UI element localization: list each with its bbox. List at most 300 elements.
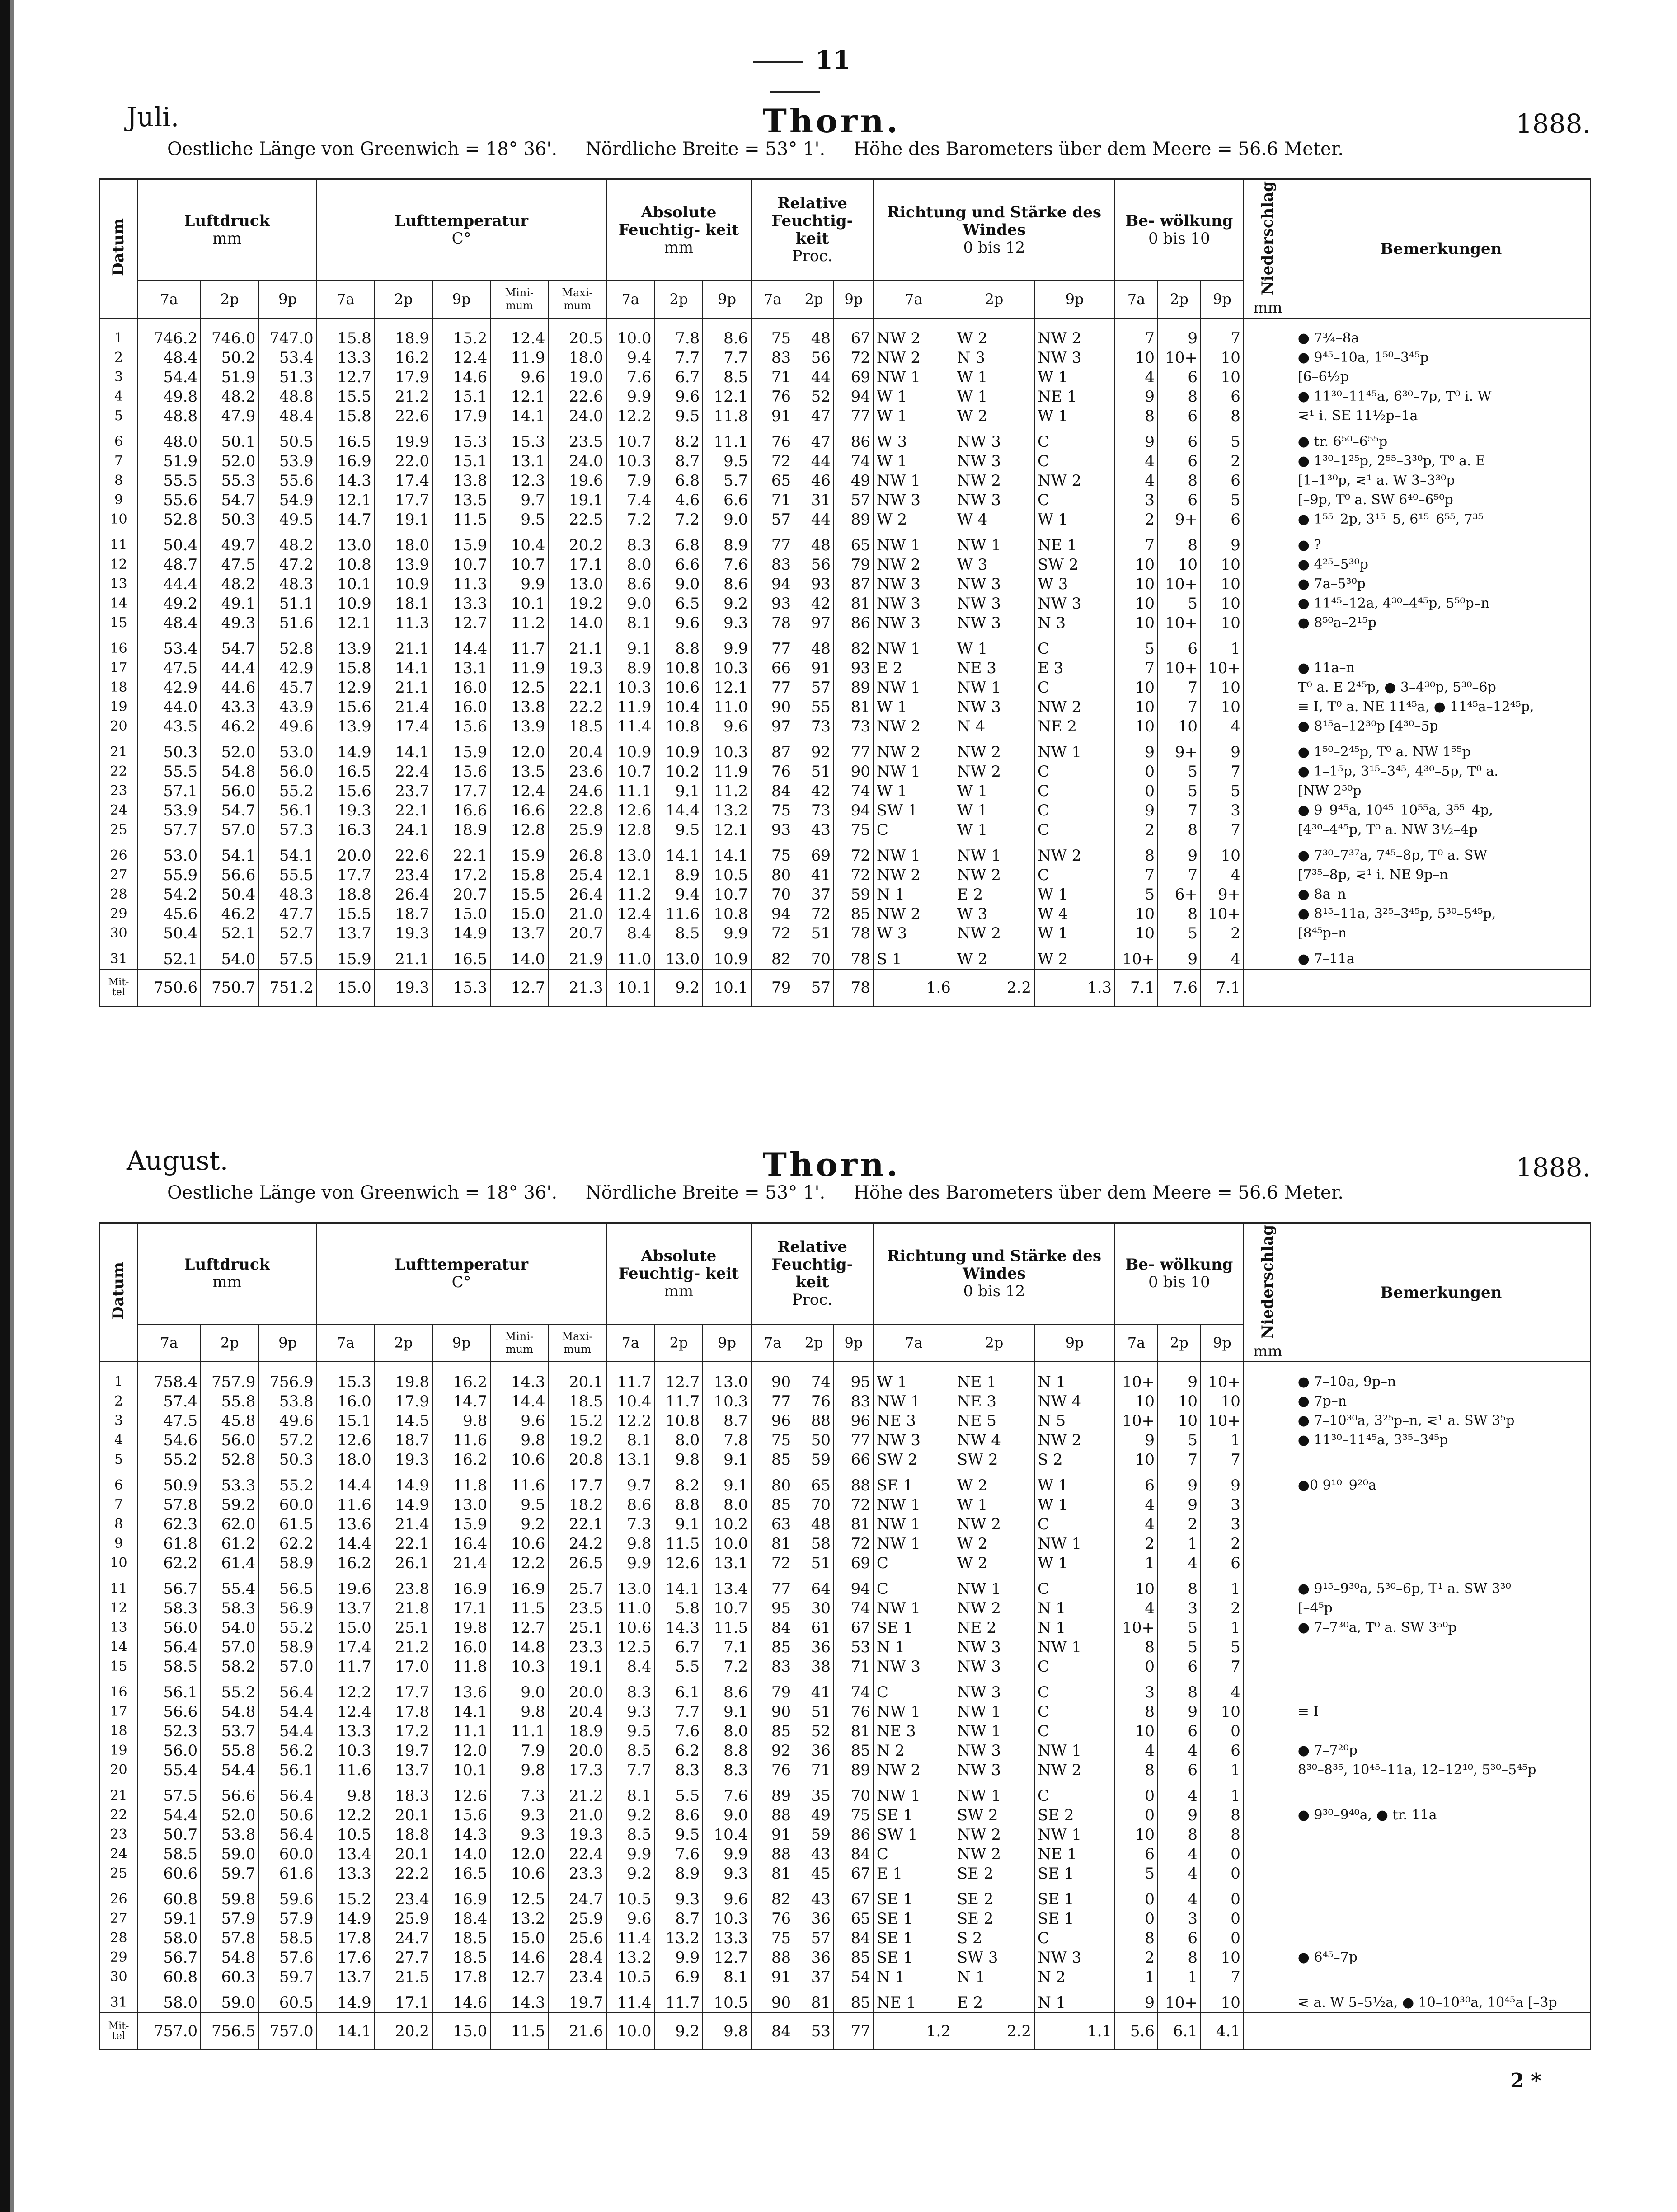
value-cell: 12.7: [490, 1967, 548, 1987]
value-cell: 45.6: [137, 904, 201, 923]
value-cell: 8: [1115, 1702, 1158, 1721]
table-row: [100, 781, 1590, 801]
value-cell: 4: [1158, 1741, 1201, 1760]
value-cell: 91: [751, 1967, 794, 1987]
value-cell: 60.6: [137, 1864, 201, 1883]
value-cell: 15.2: [548, 1411, 606, 1430]
value-cell: 12.8: [490, 820, 548, 839]
value-cell: 52.3: [137, 1721, 201, 1741]
table-row: [100, 1430, 1590, 1450]
value-cell: 62.3: [137, 1514, 201, 1534]
day-cell: 23: [100, 1825, 137, 1844]
value-cell: [1244, 1844, 1292, 1864]
table-row: [100, 490, 1590, 510]
value-cell: 61.2: [201, 1534, 258, 1553]
day-cell: 11: [100, 529, 137, 555]
value-cell: 72: [751, 1553, 794, 1573]
value-cell: 13.9: [317, 633, 375, 658]
value-cell: 11.1: [490, 1721, 548, 1741]
value-cell: 42: [794, 781, 834, 801]
mean-value: 2.2: [954, 969, 1034, 1006]
value-cell: 57: [751, 510, 794, 529]
value-cell: 8.9: [606, 658, 655, 678]
value-cell: 43.3: [201, 697, 258, 717]
value-cell: 56: [794, 555, 834, 574]
value-cell: 11.0: [606, 943, 655, 969]
value-cell: 23.5: [548, 426, 606, 451]
day-cell: 20: [100, 717, 137, 736]
value-cell: 16.9: [317, 451, 375, 471]
value-cell: 11.8: [432, 1657, 490, 1676]
value-cell: 2: [1201, 451, 1244, 471]
value-cell: 14.9: [432, 923, 490, 943]
value-cell: 52.8: [137, 510, 201, 529]
mean-value: 5.6: [1115, 2013, 1158, 2050]
august-section: [99, 1145, 1591, 2050]
value-cell: 20.0: [548, 1741, 606, 1760]
day-cell: 6: [100, 426, 137, 451]
value-cell: 54.8: [201, 762, 258, 781]
value-cell: 90: [751, 1987, 794, 2013]
mean-value: 10.1: [606, 969, 655, 1006]
value-cell: 758.4: [137, 1362, 201, 1392]
value-cell: 17.9: [432, 406, 490, 426]
value-cell: 21.1: [375, 943, 432, 969]
table-row: [100, 1637, 1590, 1657]
value-cell: 49.1: [201, 594, 258, 613]
wind-cell: C: [874, 1844, 954, 1864]
wind-cell: N 1: [1034, 1618, 1115, 1637]
value-cell: 58.9: [258, 1553, 316, 1573]
value-cell: 8: [1158, 387, 1201, 406]
value-cell: 59.1: [137, 1909, 201, 1928]
value-cell: 93: [794, 574, 834, 594]
day-cell: 9: [100, 490, 137, 510]
value-cell: 10.0: [606, 318, 655, 348]
value-cell: 11.3: [375, 613, 432, 633]
value-cell: 55.6: [258, 471, 316, 490]
value-cell: 13.1: [432, 658, 490, 678]
value-cell: 6: [1115, 1469, 1158, 1495]
remark-cell: ● 11³⁰–11⁴⁵a, 3³⁵–3⁴⁵p: [1292, 1430, 1590, 1450]
value-cell: 15.2: [432, 318, 490, 348]
remark-cell: ● 1⁵⁵–2p, 3¹⁵–5, 6¹⁵–6⁵⁵, 7³⁵: [1292, 510, 1590, 529]
value-cell: 50.6: [258, 1805, 316, 1825]
value-cell: 10.1: [317, 574, 375, 594]
value-cell: 18.0: [548, 348, 606, 367]
value-cell: 60.0: [258, 1844, 316, 1864]
remark-cell: [1292, 1844, 1590, 1864]
value-cell: 18.2: [548, 1495, 606, 1514]
value-cell: 18.8: [317, 885, 375, 904]
value-cell: 10.5: [606, 1967, 655, 1987]
value-cell: 14.4: [654, 801, 703, 820]
value-cell: 19.2: [548, 594, 606, 613]
value-cell: 80: [751, 865, 794, 885]
mean-value: 757.0: [258, 2013, 316, 2050]
value-cell: 10+: [1115, 1411, 1158, 1430]
wind-cell: NW 3: [874, 574, 954, 594]
remark-cell: ● 7–10³⁰a, 3²⁵p–n, ⋜¹ a. SW 3⁵p: [1292, 1411, 1590, 1430]
value-cell: 13.7: [317, 1967, 375, 1987]
wind-cell: W 1: [874, 387, 954, 406]
value-cell: 23.4: [548, 1967, 606, 1987]
value-cell: 6: [1158, 1760, 1201, 1780]
table-row: [100, 923, 1590, 943]
value-cell: 74: [834, 1598, 874, 1618]
value-cell: 11.7: [654, 1987, 703, 2013]
value-cell: 7.8: [703, 1430, 751, 1450]
day-cell: 24: [100, 801, 137, 820]
value-cell: 80: [751, 1469, 794, 1495]
value-cell: 11.7: [654, 1392, 703, 1411]
value-cell: 76: [751, 762, 794, 781]
value-cell: 13.3: [317, 1864, 375, 1883]
value-cell: 10.7: [490, 555, 548, 574]
wind-cell: C: [1034, 1676, 1115, 1702]
value-cell: 24.7: [375, 1928, 432, 1948]
value-cell: 9.3: [490, 1805, 548, 1825]
value-cell: [1244, 1430, 1292, 1450]
value-cell: 22.4: [375, 762, 432, 781]
value-cell: 14.3: [490, 1362, 548, 1392]
value-cell: 10: [1201, 613, 1244, 633]
value-cell: 12.4: [490, 781, 548, 801]
value-cell: 9: [1115, 387, 1158, 406]
wind-cell: N 1: [874, 1637, 954, 1657]
day-cell: 18: [100, 1721, 137, 1741]
value-cell: 8.0: [606, 555, 655, 574]
value-cell: 13.7: [317, 1598, 375, 1618]
table-row: [100, 406, 1590, 426]
value-cell: 59.7: [201, 1864, 258, 1883]
value-cell: 17.3: [548, 1760, 606, 1780]
wind-cell: NW 3: [954, 426, 1034, 451]
value-cell: 17.7: [375, 1676, 432, 1702]
value-cell: 47: [794, 406, 834, 426]
value-cell: 58.5: [258, 1928, 316, 1948]
value-cell: 22.2: [375, 1864, 432, 1883]
value-cell: 17.8: [375, 1702, 432, 1721]
value-cell: 4: [1201, 1676, 1244, 1702]
value-cell: 8: [1115, 406, 1158, 426]
value-cell: [1244, 1450, 1292, 1469]
value-cell: 13.9: [317, 717, 375, 736]
value-cell: 6: [1201, 1553, 1244, 1573]
value-cell: 9.3: [703, 1864, 751, 1883]
value-cell: 12.7: [432, 613, 490, 633]
mean-value: 53: [794, 2013, 834, 2050]
wind-cell: W 1: [954, 820, 1034, 839]
mean-row: [100, 2013, 1590, 2050]
mean-value: 6.1: [1158, 2013, 1201, 2050]
value-cell: 51: [794, 1702, 834, 1721]
value-cell: 14.3: [317, 471, 375, 490]
value-cell: 11.9: [490, 348, 548, 367]
value-cell: [1244, 1553, 1292, 1573]
table-row: [100, 717, 1590, 736]
value-cell: 73: [794, 717, 834, 736]
value-cell: 22.2: [548, 697, 606, 717]
value-cell: 20.1: [375, 1805, 432, 1825]
value-cell: [1244, 839, 1292, 865]
table-row: [100, 613, 1590, 633]
value-cell: 87: [751, 736, 794, 762]
value-cell: 746.2: [137, 318, 201, 348]
value-cell: 10+: [1201, 904, 1244, 923]
value-cell: 14.1: [703, 839, 751, 865]
value-cell: 56.0: [137, 1741, 201, 1760]
value-cell: 23.5: [548, 1598, 606, 1618]
value-cell: 15.3: [432, 426, 490, 451]
value-cell: 8.6: [654, 1805, 703, 1825]
value-cell: 75: [751, 839, 794, 865]
value-cell: 83: [751, 555, 794, 574]
table-row: [100, 658, 1590, 678]
value-cell: 9.6: [703, 717, 751, 736]
wind-cell: E 2: [954, 1987, 1034, 2013]
value-cell: 8.6: [703, 1676, 751, 1702]
value-cell: 5: [1158, 1618, 1201, 1637]
value-cell: 9.6: [654, 613, 703, 633]
value-cell: 18.4: [432, 1909, 490, 1928]
value-cell: 7.7: [606, 1760, 655, 1780]
value-cell: 11.4: [606, 1987, 655, 2013]
day-cell: 15: [100, 613, 137, 633]
value-cell: 19.3: [548, 1825, 606, 1844]
value-cell: 41: [794, 865, 834, 885]
value-cell: 11.2: [490, 613, 548, 633]
value-cell: 8: [1158, 471, 1201, 490]
day-cell: 21: [100, 1780, 137, 1805]
value-cell: 55.5: [137, 471, 201, 490]
value-cell: 93: [751, 820, 794, 839]
remark-cell: [1292, 1676, 1590, 1702]
remark-cell: ⋜¹ i. SE 11½p–1a: [1292, 406, 1590, 426]
value-cell: 11.8: [432, 1469, 490, 1495]
value-cell: 8.3: [606, 1676, 655, 1702]
day-cell: 5: [100, 1450, 137, 1469]
wind-cell: NW 2: [874, 555, 954, 574]
value-cell: 60.0: [258, 1495, 316, 1514]
value-cell: 0: [1115, 1883, 1158, 1909]
table-row: [100, 820, 1590, 839]
wind-cell: NW 2: [954, 762, 1034, 781]
value-cell: 22.1: [548, 678, 606, 697]
value-cell: 52.0: [201, 1805, 258, 1825]
value-cell: 56.1: [258, 801, 316, 820]
table-row: [100, 1534, 1590, 1553]
value-cell: [1244, 529, 1292, 555]
value-cell: 58.0: [137, 1987, 201, 2013]
value-cell: 49.7: [201, 529, 258, 555]
value-cell: [1244, 885, 1292, 904]
rel-feucht-header: Relative Feuchtig- keit Proc.: [751, 1223, 874, 1324]
mean-value: 21.3: [548, 969, 606, 1006]
value-cell: 84: [834, 1844, 874, 1864]
wind-cell: SE 1: [1034, 1909, 1115, 1928]
day-cell: 24: [100, 1844, 137, 1864]
value-cell: 9.1: [606, 633, 655, 658]
value-cell: 7.4: [606, 490, 655, 510]
day-cell: 4: [100, 387, 137, 406]
value-cell: 9.3: [654, 1883, 703, 1909]
value-cell: 58.9: [258, 1637, 316, 1657]
value-cell: 54: [834, 1967, 874, 1987]
value-cell: 85: [751, 1450, 794, 1469]
value-cell: 23.8: [375, 1573, 432, 1598]
value-cell: 10+: [1158, 348, 1201, 367]
value-cell: 72: [751, 451, 794, 471]
value-cell: 53.0: [258, 736, 316, 762]
value-cell: 8: [1158, 529, 1201, 555]
value-cell: 82: [751, 943, 794, 969]
value-cell: 37: [794, 1967, 834, 1987]
value-cell: 51.6: [258, 613, 316, 633]
value-cell: 12.2: [490, 1553, 548, 1573]
value-cell: 44: [794, 510, 834, 529]
value-cell: 6: [1115, 1844, 1158, 1864]
value-cell: 69: [834, 367, 874, 387]
table-row: [100, 510, 1590, 529]
value-cell: 10: [1201, 1948, 1244, 1967]
value-cell: 18.5: [432, 1928, 490, 1948]
value-cell: 43: [794, 1844, 834, 1864]
value-cell: 8.3: [606, 529, 655, 555]
mean-row: [100, 969, 1590, 1006]
table-row: [100, 1411, 1590, 1430]
value-cell: 6: [1158, 406, 1201, 426]
value-cell: 61.5: [258, 1514, 316, 1534]
value-cell: 16.5: [432, 1864, 490, 1883]
value-cell: 9.1: [703, 1702, 751, 1721]
value-cell: 10: [1115, 1392, 1158, 1411]
value-cell: 14.1: [654, 839, 703, 865]
value-cell: 23.3: [548, 1864, 606, 1883]
day-cell: 29: [100, 1948, 137, 1967]
value-cell: 7.6: [703, 1780, 751, 1805]
table-row: [100, 1676, 1590, 1702]
value-cell: 75: [834, 820, 874, 839]
value-cell: 13.5: [432, 490, 490, 510]
wind-cell: NW 3: [874, 490, 954, 510]
value-cell: 5.8: [654, 1598, 703, 1618]
bewoelkung-header: Be- wölkung 0 bis 10: [1115, 179, 1244, 281]
value-cell: 8: [1115, 1760, 1158, 1780]
value-cell: 13.4: [703, 1573, 751, 1598]
table-row: [100, 574, 1590, 594]
value-cell: 25.7: [548, 1573, 606, 1598]
value-cell: 10.3: [606, 678, 655, 697]
value-cell: 7: [1201, 318, 1244, 348]
value-cell: 12.2: [606, 1411, 655, 1430]
value-cell: 8.7: [654, 1909, 703, 1928]
remark-cell: ≡ I, T⁰ a. NE 11⁴⁵a, ● 11⁴⁵a–12⁴⁵p,: [1292, 697, 1590, 717]
value-cell: 26.1: [375, 1553, 432, 1573]
value-cell: 86: [834, 613, 874, 633]
value-cell: 50.9: [137, 1469, 201, 1495]
value-cell: 6: [1158, 1928, 1201, 1948]
value-cell: 94: [834, 801, 874, 820]
value-cell: 58.3: [201, 1598, 258, 1618]
value-cell: [1244, 1702, 1292, 1721]
value-cell: 3: [1201, 1514, 1244, 1534]
value-cell: 0: [1201, 1721, 1244, 1741]
day-cell: 31: [100, 943, 137, 969]
value-cell: 19.6: [548, 471, 606, 490]
day-cell: 26: [100, 839, 137, 865]
station-coordinates: [167, 139, 1366, 159]
value-cell: 20.4: [548, 736, 606, 762]
day-cell: 15: [100, 1657, 137, 1676]
value-cell: 71: [751, 367, 794, 387]
value-cell: 64: [794, 1573, 834, 1598]
wind-cell: NW 2: [1034, 318, 1115, 348]
value-cell: 10: [1115, 613, 1158, 633]
wind-cell: NW 2: [1034, 1760, 1115, 1780]
table-row: [100, 1928, 1590, 1948]
wind-cell: SW 2: [954, 1805, 1034, 1825]
value-cell: 6.2: [654, 1741, 703, 1760]
mean-value: 11.5: [490, 2013, 548, 2050]
mean-value: 15.3: [432, 969, 490, 1006]
table-row: [100, 471, 1590, 490]
value-cell: 77: [834, 406, 874, 426]
value-cell: 9.9: [654, 1948, 703, 1967]
value-cell: 54.7: [201, 633, 258, 658]
wind-cell: NW 2: [1034, 697, 1115, 717]
value-cell: 2: [1115, 820, 1158, 839]
value-cell: 5: [1158, 1430, 1201, 1450]
wind-cell: NE 1: [874, 1987, 954, 2013]
value-cell: 51.9: [137, 451, 201, 471]
day-cell: 2: [100, 1392, 137, 1411]
mean-value: 757.0: [137, 2013, 201, 2050]
remark-cell: ● 7–11a: [1292, 943, 1590, 969]
table-row: [100, 1948, 1590, 1967]
value-cell: 57: [834, 490, 874, 510]
value-cell: 16.2: [432, 1450, 490, 1469]
wind-cell: W 1: [1034, 923, 1115, 943]
value-cell: 14.3: [432, 1825, 490, 1844]
value-cell: 20.7: [548, 923, 606, 943]
value-cell: 17.1: [548, 555, 606, 574]
value-cell: 19.7: [375, 1741, 432, 1760]
value-cell: 10: [1115, 348, 1158, 367]
value-cell: 54.4: [258, 1721, 316, 1741]
value-cell: 11.6: [490, 1469, 548, 1495]
wind-cell: C: [1034, 426, 1115, 451]
value-cell: 10: [1201, 678, 1244, 697]
value-cell: 9.0: [606, 594, 655, 613]
value-cell: 59: [794, 1825, 834, 1844]
value-cell: 11.1: [703, 426, 751, 451]
value-cell: [1244, 1598, 1292, 1618]
value-cell: 50.4: [137, 529, 201, 555]
wind-cell: SW 2: [954, 1450, 1034, 1469]
value-cell: 49.2: [137, 594, 201, 613]
value-cell: 89: [751, 1780, 794, 1805]
table-row: [100, 387, 1590, 406]
table-row: [100, 762, 1590, 781]
wind-cell: NW 1: [874, 1392, 954, 1411]
day-cell: 19: [100, 697, 137, 717]
value-cell: 8: [1201, 1825, 1244, 1844]
value-cell: 2: [1115, 1948, 1158, 1967]
value-cell: 14.1: [654, 1573, 703, 1598]
day-cell: 22: [100, 1805, 137, 1825]
value-cell: 79: [751, 1676, 794, 1702]
